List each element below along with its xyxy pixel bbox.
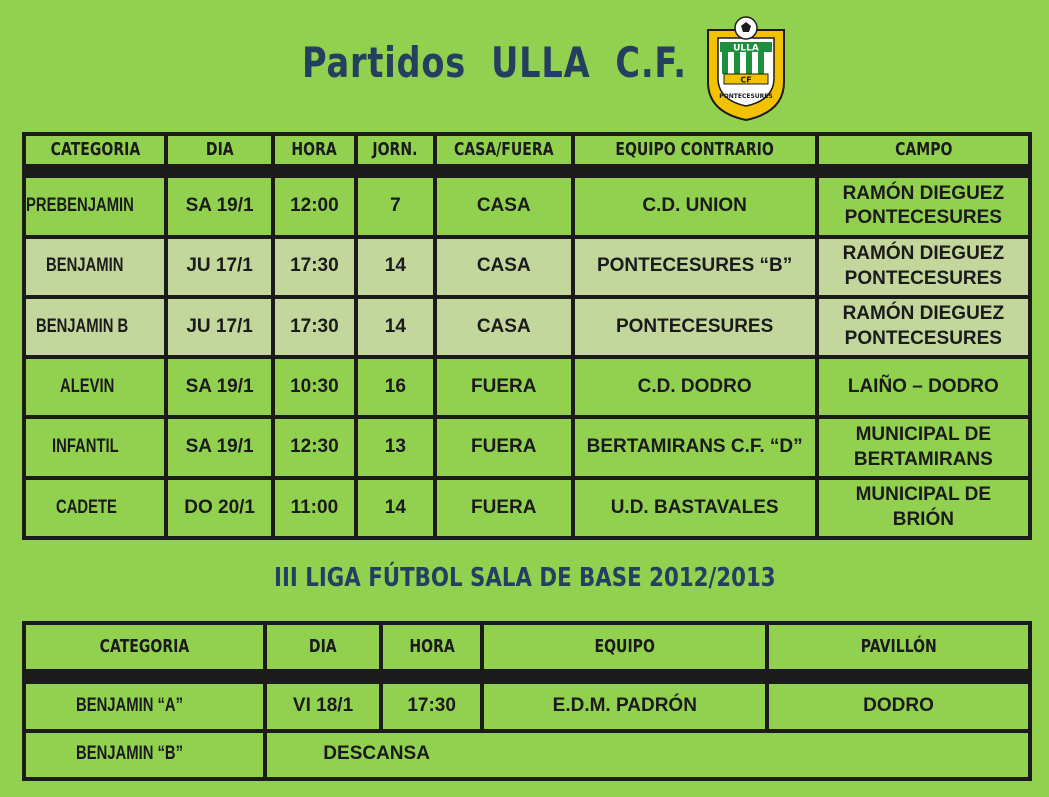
table-row: [24, 417, 1030, 477]
cell-hora: 10:30: [273, 357, 356, 417]
page-title: Partidos ULLA C.F.: [302, 38, 687, 87]
col-header-hora: HORA: [381, 623, 483, 671]
cell-hora: 17:30: [273, 237, 356, 297]
cell-campo: MUNICIPAL DE BRIÓN: [817, 478, 1030, 538]
cell-casa-fuera: FUERA: [435, 357, 573, 417]
table-header-row: [24, 134, 1030, 166]
cell-categoria: CADETE: [24, 478, 166, 538]
table-row: [24, 682, 1030, 730]
col-header-jorn: JORN.: [356, 134, 435, 166]
cell-jorn: 14: [356, 237, 435, 297]
table-row: [24, 357, 1030, 417]
col-header-equipo: EQUIPO: [482, 623, 767, 671]
cell-dia: SA 19/1: [166, 176, 273, 236]
cell-hora: 12:00: [273, 176, 356, 236]
cell-equipo: BERTAMIRANS C.F. “D”: [573, 417, 817, 477]
cell-dia: SA 19/1: [166, 417, 273, 477]
cell-equipo: PONTECESURES “B”: [573, 237, 817, 297]
cell-casa-fuera: CASA: [435, 237, 573, 297]
cell-hora: 12:30: [273, 417, 356, 477]
table-separator: [24, 671, 1030, 682]
cell-categoria: PREBENJAMIN: [24, 176, 166, 236]
col-header-hora: HORA: [273, 134, 356, 166]
table-row: [24, 478, 1030, 538]
col-header-casa-fuera: CASA/FUERA: [435, 134, 573, 166]
table-row: [24, 237, 1030, 297]
cell-equipo: C.D. DODRO: [573, 357, 817, 417]
section-subtitle: III LIGA FÚTBOL SALA DE BASE 2012/2013: [273, 563, 776, 593]
table-row: [24, 176, 1030, 236]
crest-text-mid: CF: [740, 75, 752, 85]
col-header-dia: DIA: [265, 623, 380, 671]
cell-campo: RAMÓN DIEGUEZ PONTECESURES: [817, 176, 1030, 236]
cell-dia: DO 20/1: [166, 478, 273, 538]
col-header-dia: DIA: [166, 134, 273, 166]
table-row: [24, 731, 1030, 779]
crest-text-top: ULLA: [733, 43, 759, 54]
cell-jorn: 7: [356, 176, 435, 236]
cell-dia: JU 17/1: [166, 297, 273, 357]
cell-equipo: E.D.M. PADRÓN: [482, 682, 767, 730]
table-header-row: [24, 623, 1030, 671]
cell-equipo: U.D. BASTAVALES: [573, 478, 817, 538]
cell-campo: LAIÑO – DODRO: [817, 357, 1030, 417]
cell-casa-fuera: FUERA: [435, 478, 573, 538]
col-header-campo: CAMPO: [817, 134, 1030, 166]
cell-dia: VI 18/1: [265, 682, 380, 730]
cell-jorn: 13: [356, 417, 435, 477]
cell-hora: 11:00: [273, 478, 356, 538]
cell-dia: SA 19/1: [166, 357, 273, 417]
col-header-pavillon: PAVILLÓN: [767, 623, 1030, 671]
cell-categoria: BENJAMIN “A”: [24, 682, 265, 730]
table-separator: [24, 166, 1030, 177]
cell-casa-fuera: CASA: [435, 176, 573, 236]
cell-equipo: PONTECESURES: [573, 297, 817, 357]
cell-campo: MUNICIPAL DE BERTAMIRANS: [817, 417, 1030, 477]
cell-categoria: ALEVIN: [24, 357, 166, 417]
cell-hora: 17:30: [273, 297, 356, 357]
club-crest-icon: [700, 12, 792, 122]
cell-jorn: 14: [356, 478, 435, 538]
cell-dia: JU 17/1: [166, 237, 273, 297]
cell-equipo: C.D. UNION: [573, 176, 817, 236]
col-header-categoria: CATEGORIA: [24, 623, 265, 671]
partidos-table: [22, 132, 1032, 540]
col-header-categoria: CATEGORIA: [24, 134, 166, 166]
cell-jorn: 16: [356, 357, 435, 417]
cell-categoria: BENJAMIN B: [24, 297, 166, 357]
futbol-sala-table: [22, 621, 1032, 781]
cell-categoria: INFANTIL: [24, 417, 166, 477]
cell-hora: 17:30: [381, 682, 483, 730]
cell-categoria: BENJAMIN: [24, 237, 166, 297]
cell-casa-fuera: FUERA: [435, 417, 573, 477]
cell-jorn: 14: [356, 297, 435, 357]
cell-pavillon: DODRO: [767, 682, 1030, 730]
cell-categoria: BENJAMIN “B”: [24, 731, 265, 779]
crest-text-ring: PONTECESURES: [719, 93, 773, 100]
cell-campo: RAMÓN DIEGUEZ PONTECESURES: [817, 237, 1030, 297]
col-header-equipo-contrario: EQUIPO CONTRARIO: [573, 134, 817, 166]
table-row: [24, 297, 1030, 357]
cell-campo: RAMÓN DIEGUEZ PONTECESURES: [817, 297, 1030, 357]
cell-casa-fuera: CASA: [435, 297, 573, 357]
descansa-label: DESCANSA: [265, 731, 1030, 779]
